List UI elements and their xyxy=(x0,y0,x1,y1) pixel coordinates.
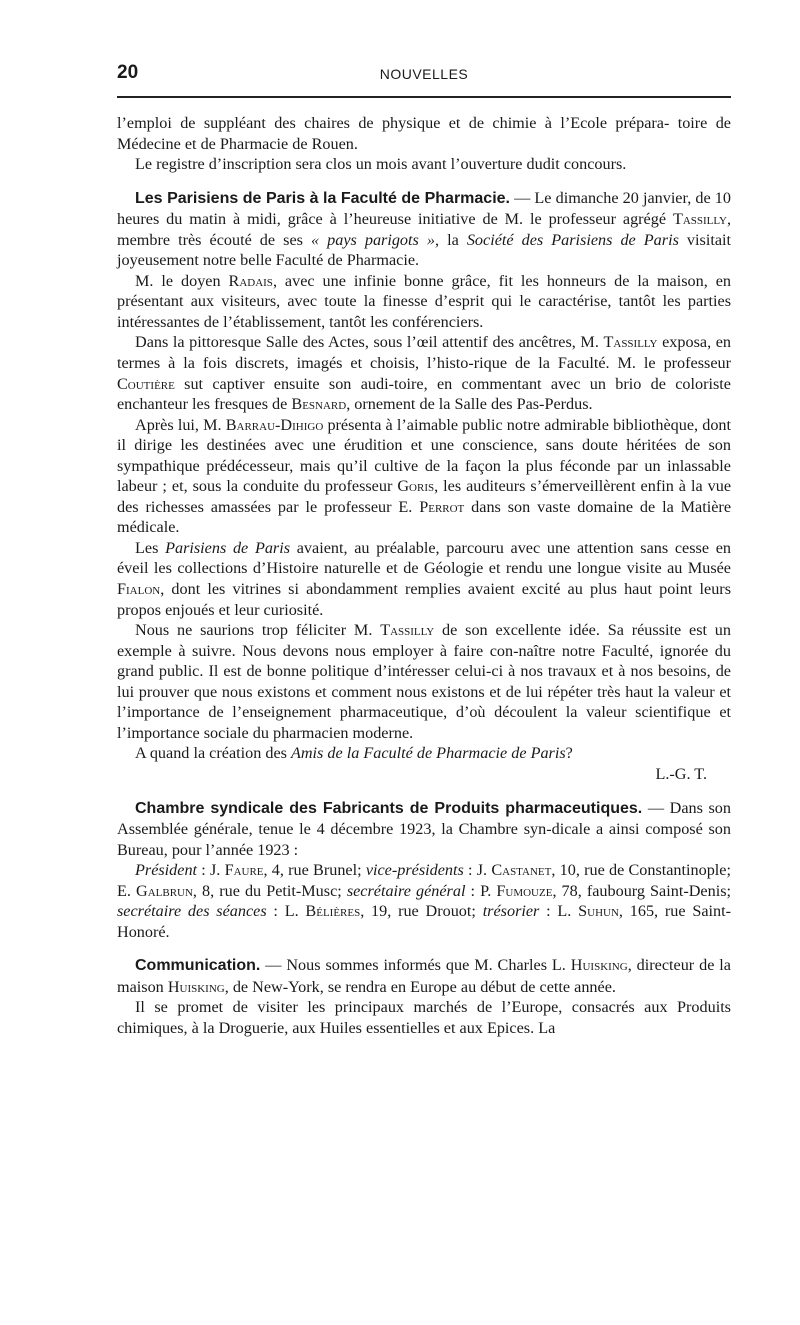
header-rule xyxy=(117,96,731,98)
paragraph: Président : J. Faure, 4, rue Brunel; vice-présidents : J. Castanet, 10, rue de Constantinople; E. Galbrun, 8, rue du Petit-Musc; secrétaire général : P. Fumouze, 78, faubourg Saint-Denis; secrétaire des séances : L. Bélières, 19, rue Drouot; trésorier : L. Suhun, 165, rue Saint-Honoré. xyxy=(117,861,731,941)
paragraph: A quand la création des Amis de la Faculté de Pharmacie de Paris? xyxy=(135,744,573,763)
paragraph: Le registre d’inscription sera clos un mois avant l’ouverture dudit concours. xyxy=(135,155,627,174)
article-communication: Communication. — Nous sommes informés que M. Charles L. Huisking, directeur de la maison Huisking, de New-York, se rendra en Europe au début de cette année. xyxy=(117,956,731,996)
section-heading: Communication. xyxy=(135,957,261,975)
page-number: 20 xyxy=(117,62,139,83)
paragraph: l’emploi de suppléant des chaires de physique et de chimie à l’Ecole prépara- toire de Médecine et de Pharmacie de Rouen. xyxy=(117,114,731,153)
article-parisiens-intro: Les Parisiens de Paris à la Faculté de Pharmacie. — Le dimanche 20 janvier, de 10 heures du matin à midi, grâce à l’heureuse initiative de M. le professeur agrégé Tassilly, membre très écouté de ses « pays parigots », la Société des Parisiens de Paris visitait joyeusement notre belle Faculté de Pharmacie. xyxy=(117,188,731,270)
paragraph: M. le doyen Radais, avec une infinie bonne grâce, fit les honneurs de la maison, en présentant aux visiteurs, avec toute la finesse d’esprit qui le caractérise, tantôt les parties intéressantes de l’établissement, tantôt les conférenciers. xyxy=(117,271,731,331)
paragraph: Il se promet de visiter les principaux marchés de l’Europe, consacrés aux Produits chimiques, à la Droguerie, aux Huiles essentielles et aux Epices. La xyxy=(117,998,731,1037)
paragraph: Les Parisiens de Paris avaient, au préalable, parcouru avec une attention sans cesse en éveil les collections d’Histoire naturelle et de Géologie et rendu une longue visite au Musée Fialon, dont les vitrines si abondamment remplies avaient excité au plus haut point leurs propos enjoués et leur curiosité. xyxy=(117,538,732,619)
paragraph: Nous ne saurions trop féliciter M. Tassilly de son excellente idée. Sa réussite est un exemple à suivre. Nous devons nous employer à faire con-naître notre Faculté, ignorée du grand public. Il est de bonne politique d’intéresser celui-ci à nos travaux et à nos besoins, de lui prouver que nous existons et comment nous existons et de lui répéter très haut la valeur et l’importance de l’enseignement pharmaceutique, d’où découlent la valeur scientifique et l’importance sociale du pharmacien moderne. xyxy=(117,621,731,742)
body-text xyxy=(117,113,731,1039)
article-chambre-syndicale: Chambre syndicale des Fabricants de Produits pharmaceutiques. — Dans son Assemblée générale, tenue le 4 décembre 1923, la Chambre syn-dicale a ainsi composé son Bureau, pour l’année 1923 : xyxy=(117,798,731,859)
running-title: NOUVELLES xyxy=(379,66,469,82)
section-heading: Chambre syndicale des Fabricants de Produits pharmaceutiques. xyxy=(135,799,643,817)
section-heading: Les Parisiens de Paris à la Faculté de Pharmacie. xyxy=(135,189,510,207)
paragraph: Dans la pittoresque Salle des Actes, sous l’œil attentif des ancêtres, M. Tassilly exposa, en termes à la fois discrets, imagés et choisis, l’histo-rique de la Faculté. M. le professeur Coutière sut captiver ensuite son audi-toire, en commentant avec un brio de coloriste enchanteur les fresques de Besnard, ornement de la Salle des Pas-Perdus. xyxy=(117,333,732,414)
page-header xyxy=(117,60,731,90)
paragraph: Après lui, M. Barrau-Dihigo présenta à l’aimable public notre admirable bibliothèque, dont il dirige les destinées avec une érudition et une conscience, sans doute héritées de son sympathique prédécesseur, mais qu’il cultive de la façon la plus féconde par un inlassable labeur ; et, sous la conduite du professeur Goris, les auditeurs s’émerveillèrent enfin à la vue des richesses amassées par le professeur E. Perrot dans son vaste domaine de la Matière médicale. xyxy=(117,415,731,537)
signature: L.-G. T. xyxy=(655,764,707,783)
